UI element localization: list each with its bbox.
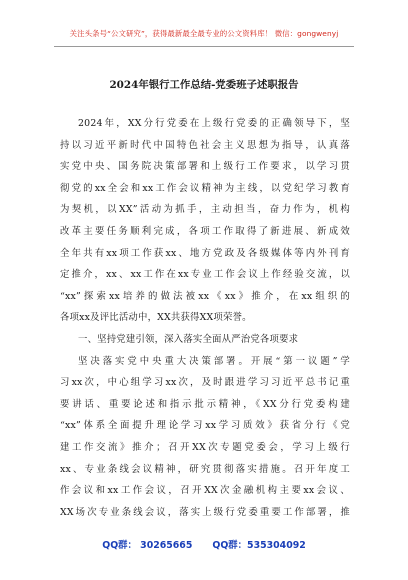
qq-group-1: QQ群： 30265665 [102,540,193,551]
body-line: 实党中央、国务院决策部署和上级行工作要求，以学习贯 [60,161,350,173]
body-line: XX场次专业条线会议，落实上级行党委重要工作部署，推 [60,506,350,518]
body-line: 要讲话、重要论述和指示批示精神，《XX分行党委构建 [60,398,350,410]
body-line: 建工作交流》推介；召开XX次专题党委会，学习上级行 [60,441,350,453]
body-line: 持以习近平新时代中国特色社会主义思想为指导，认真落 [60,139,350,151]
qq-group-2: QQ群：535304092 [212,540,306,551]
body-line: 定推介，xx、xx工作在xx专业工作会议上作经验交流，以 [60,269,350,281]
body-line: 坚决落实党中央重大决策部署。开展“第一议题”学 [78,355,350,367]
banner-divider [54,46,354,47]
body-line: 彻党的xx全会和xx工作会议精神为主线，以党纪学习教育 [60,182,350,194]
body-line: 2024年，XX分行党委在上级行党委的正确领导下，坚 [78,118,350,129]
body-line: 各项xx及评比活动中，XX共获得XX项荣誉。 [60,312,252,324]
body-line: 作会议和xx工作会议，召开XX次金融机构主要xx会议、 [60,485,350,497]
promo-banner: 关注头条号“公文研究”，获得最新最全最专业的公文资料库！ 微信：gongwenyj [69,29,339,38]
body-line: 改革主要任务顺利完成，各项工作取得了新进展、新成效 [60,225,350,237]
body-line: “xx”体系全面提升理论学习xx学习质效》获省分行《党 [60,420,350,432]
body-line: xx、专业条线会议精神，研究贯彻落实措施。召开年度工 [60,463,350,475]
section-heading: 一、坚持党建引领，深入落实全面从严治党各项要求 [78,333,299,345]
body-line: 全年共有xx项工作获xx、地方党政及各级媒体等内外刊育 [60,247,350,259]
document-body [60,113,350,523]
body-line: 为契机，以XX”活动为抓手，主动担当，奋力作为，机构 [60,204,350,216]
body-line: “xx”探索xx培养的做法被xx《xx》推介，在xx组织的 [60,290,350,302]
document-title: 2024年银行工作总结-党委班子述职报告 [109,79,299,91]
body-line: 习xx次，中心组学习xx次，及时跟进学习习近平总书记重 [60,377,350,389]
qq-group-footer [0,537,408,551]
